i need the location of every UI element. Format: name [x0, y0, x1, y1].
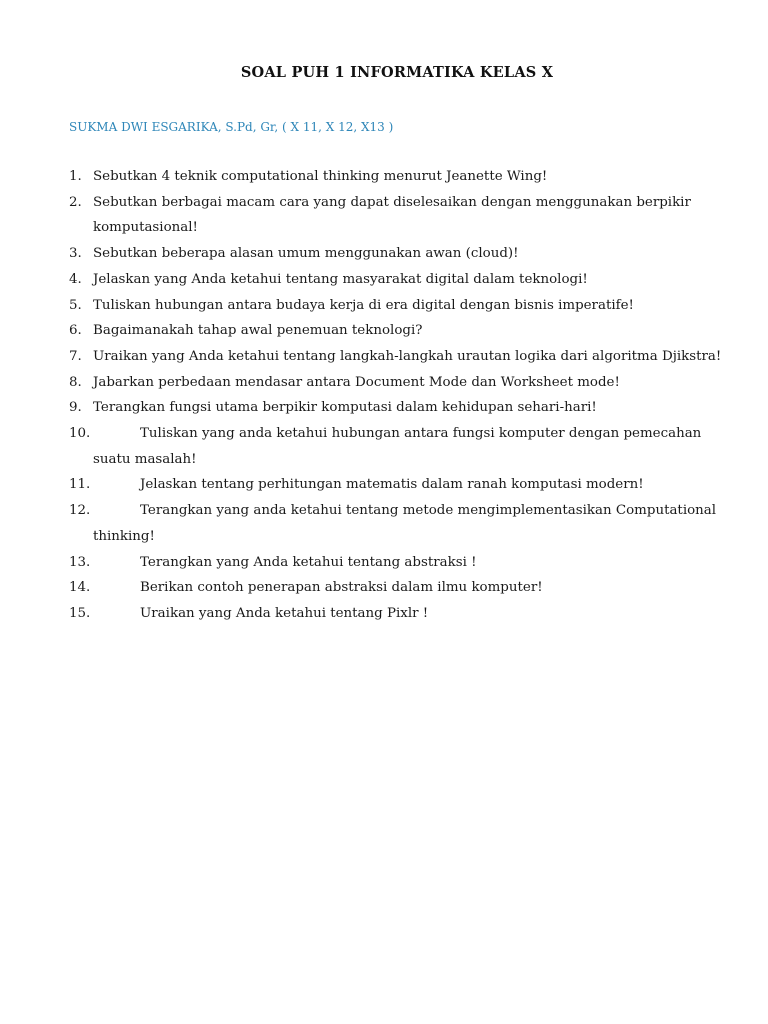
question-text: Jelaskan tentang perhitungan matematis dalam ranah komputasi modern! — [140, 477, 644, 493]
question-item — [0, 267, 768, 293]
question-number: 3. — [69, 246, 82, 262]
question-text: Terangkan yang anda ketahui tentang metode mengimplementasikan Computational thinking! — [93, 503, 717, 544]
question-text: Berikan contoh penerapan abstraksi dalam ilmu komputer! — [140, 580, 543, 596]
question-item — [0, 293, 768, 319]
question-list — [0, 164, 768, 627]
document-subtitle: SUKMA DWI ESGARIKA, S.Pd, Gr, ( X 11, X 12, X13 ) — [69, 120, 394, 134]
question-item — [0, 164, 768, 190]
question-number: 13. — [69, 554, 91, 570]
question-item — [0, 421, 768, 472]
question-text: Tuliskan yang anda ketahui hubungan antara fungsi komputer dengan pemecahan suatu masalah! — [93, 426, 702, 467]
question-text: Terangkan yang Anda ketahui tentang abstraksi ! — [140, 554, 477, 570]
question-item — [0, 370, 768, 396]
question-text: Jelaskan yang Anda ketahui tentang masyarakat digital dalam teknologi! — [93, 271, 588, 287]
question-number: 2. — [69, 194, 82, 210]
question-number: 15. — [69, 605, 91, 621]
question-item — [0, 575, 768, 601]
document-title: SOAL PUH 1 INFORMATIKA KELAS X — [240, 64, 554, 81]
question-item — [0, 318, 768, 344]
question-item — [0, 241, 768, 267]
question-text: Uraikan yang Anda ketahui tentang langkah-langkah urautan logika dari algoritma Djikstra! — [93, 348, 722, 364]
question-number: 4. — [69, 271, 82, 287]
question-text: Uraikan yang Anda ketahui tentang Pixlr ! — [140, 605, 429, 621]
question-number: 8. — [69, 374, 82, 390]
question-number: 6. — [69, 323, 82, 339]
question-item — [0, 190, 768, 241]
question-text: Terangkan fungsi utama berpikir komputasi dalam kehidupan sehari-hari! — [93, 400, 597, 416]
question-item — [0, 395, 768, 421]
question-number: 11. — [69, 477, 91, 493]
question-item — [0, 472, 768, 498]
question-item — [0, 550, 768, 576]
question-item — [0, 601, 768, 627]
question-text: Sebutkan berbagai macam cara yang dapat diselesaikan dengan menggunakan berpikir komputasional! — [93, 194, 691, 236]
question-number: 14. — [69, 580, 91, 596]
question-text: Bagaimanakah tahap awal penemuan teknologi? — [93, 323, 423, 339]
question-text: Tuliskan hubungan antara budaya kerja di era digital dengan bisnis imperatife! — [93, 297, 634, 313]
question-item — [0, 498, 768, 549]
question-number: 1. — [69, 169, 82, 184]
question-number: 7. — [69, 348, 82, 364]
question-number: 12. — [69, 503, 91, 519]
question-text: Sebutkan 4 teknik computational thinking menurut Jeanette Wing! — [93, 169, 548, 184]
question-text: Sebutkan beberapa alasan umum menggunakan awan (cloud)! — [93, 246, 519, 262]
question-number: 5. — [69, 297, 82, 313]
question-text: Jabarkan perbedaan mendasar antara Document Mode dan Worksheet mode! — [93, 374, 620, 390]
question-number: 9. — [69, 400, 82, 416]
question-item — [0, 344, 768, 370]
question-number: 10. — [69, 426, 91, 442]
